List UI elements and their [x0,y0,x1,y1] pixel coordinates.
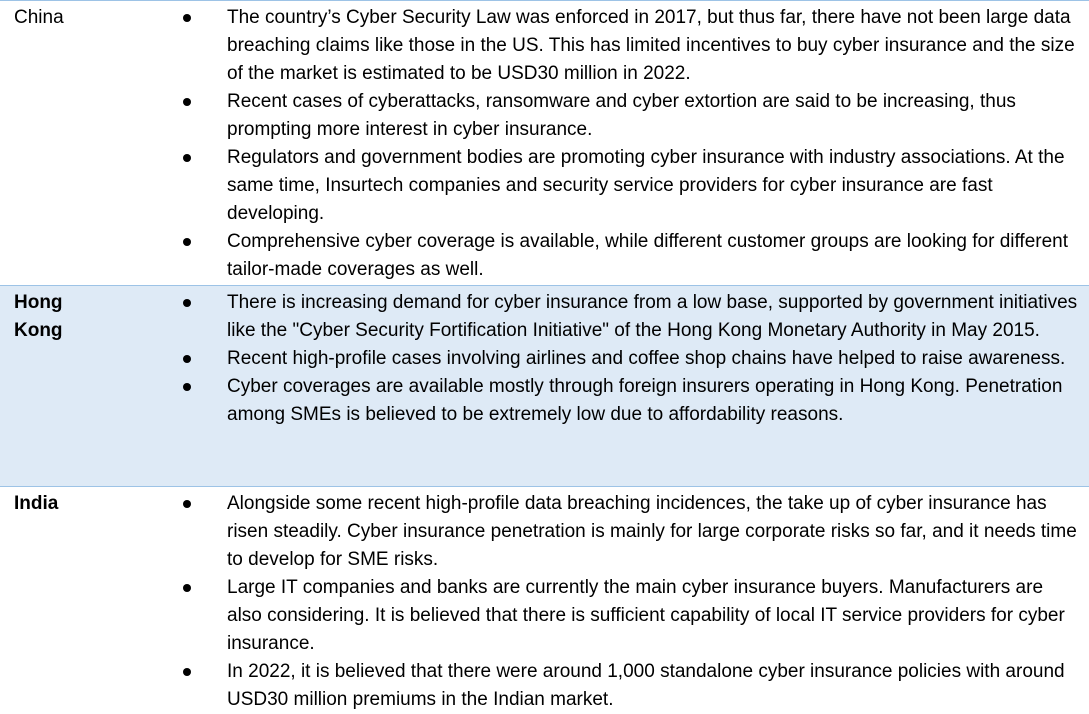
list-item [0,574,1089,658]
bullet-list-hong-kong [0,289,1089,429]
bullet-icon [183,383,191,391]
bullet-text: In 2022, it is believed that there were around 1,000 standalone cyber insurance policies with around USD30 million premiums in the Indian market. [227,661,1065,710]
bullet-text: Alongside some recent high-profile data breaching incidences, the take up of cyber insurance has risen steadily. Cyber insurance penetration is mainly for large corporate risks so far, and it needs time to develop for SME risks. [227,493,1077,570]
list-item [0,345,1089,373]
list-item [0,658,1089,714]
bullet-text: Regulators and government bodies are promoting cyber insurance with industry associations. At the same time, Insurtech companies and security service providers for cyber insurance are fast developing. [227,147,1065,224]
list-item [0,289,1089,345]
list-item [0,490,1089,574]
bullet-text: There is increasing demand for cyber insurance from a low base, supported by government initiatives like the "Cyber Security Fortification Initiative" of the Hong Kong Monetary Authority in May 2015. [227,292,1078,341]
bullet-text: The country’s Cyber Security Law was enforced in 2017, but thus far, there have not been large data breaching claims like those in the US. This has limited incentives to buy cyber insurance and the size of the market is estimated to be USD30 million in 2022. [227,7,1075,84]
country-label-hong-kong: Hong Kong [14,292,63,341]
table-row-china [0,1,1089,285]
bullet-text: Recent cases of cyberattacks, ransomware and cyber extortion are said to be increasing, thus prompting more interest in cyber insurance. [227,91,1016,140]
bullet-icon [183,299,191,307]
country-label-china: China [14,7,64,28]
bullet-icon [183,98,191,106]
bullet-text: Cyber coverages are available mostly through foreign insurers operating in Hong Kong. Penetration among SMEs is believed to be extremely low due to affordability reasons. [227,376,1063,425]
list-item [0,4,1089,88]
bullet-list-india [0,490,1089,714]
country-label-india: India [14,493,59,514]
bullet-icon [183,14,191,22]
bullet-text: Comprehensive cyber coverage is available, while different customer groups are looking for different tailor-made coverages as well. [227,231,1069,280]
bullet-icon [183,584,191,592]
bullet-icon [183,355,191,363]
bullet-text: Large IT companies and banks are currently the main cyber insurance buyers. Manufacturers are also considering. It is believed that there is sufficient capability of local IT service providers for cyber insurance. [227,577,1065,654]
list-item [0,88,1089,144]
list-item [0,228,1089,284]
bullet-icon [183,668,191,676]
bullet-icon [183,154,191,162]
list-item [0,144,1089,228]
bullet-icon [183,500,191,508]
bullet-icon [183,238,191,246]
table-row-hong-kong [0,285,1089,486]
table-row-india [0,486,1089,712]
bullet-list-china [0,4,1089,284]
list-item [0,373,1089,429]
bullet-text: Recent high-profile cases involving airlines and coffee shop chains have helped to raise awareness. [227,348,1066,369]
